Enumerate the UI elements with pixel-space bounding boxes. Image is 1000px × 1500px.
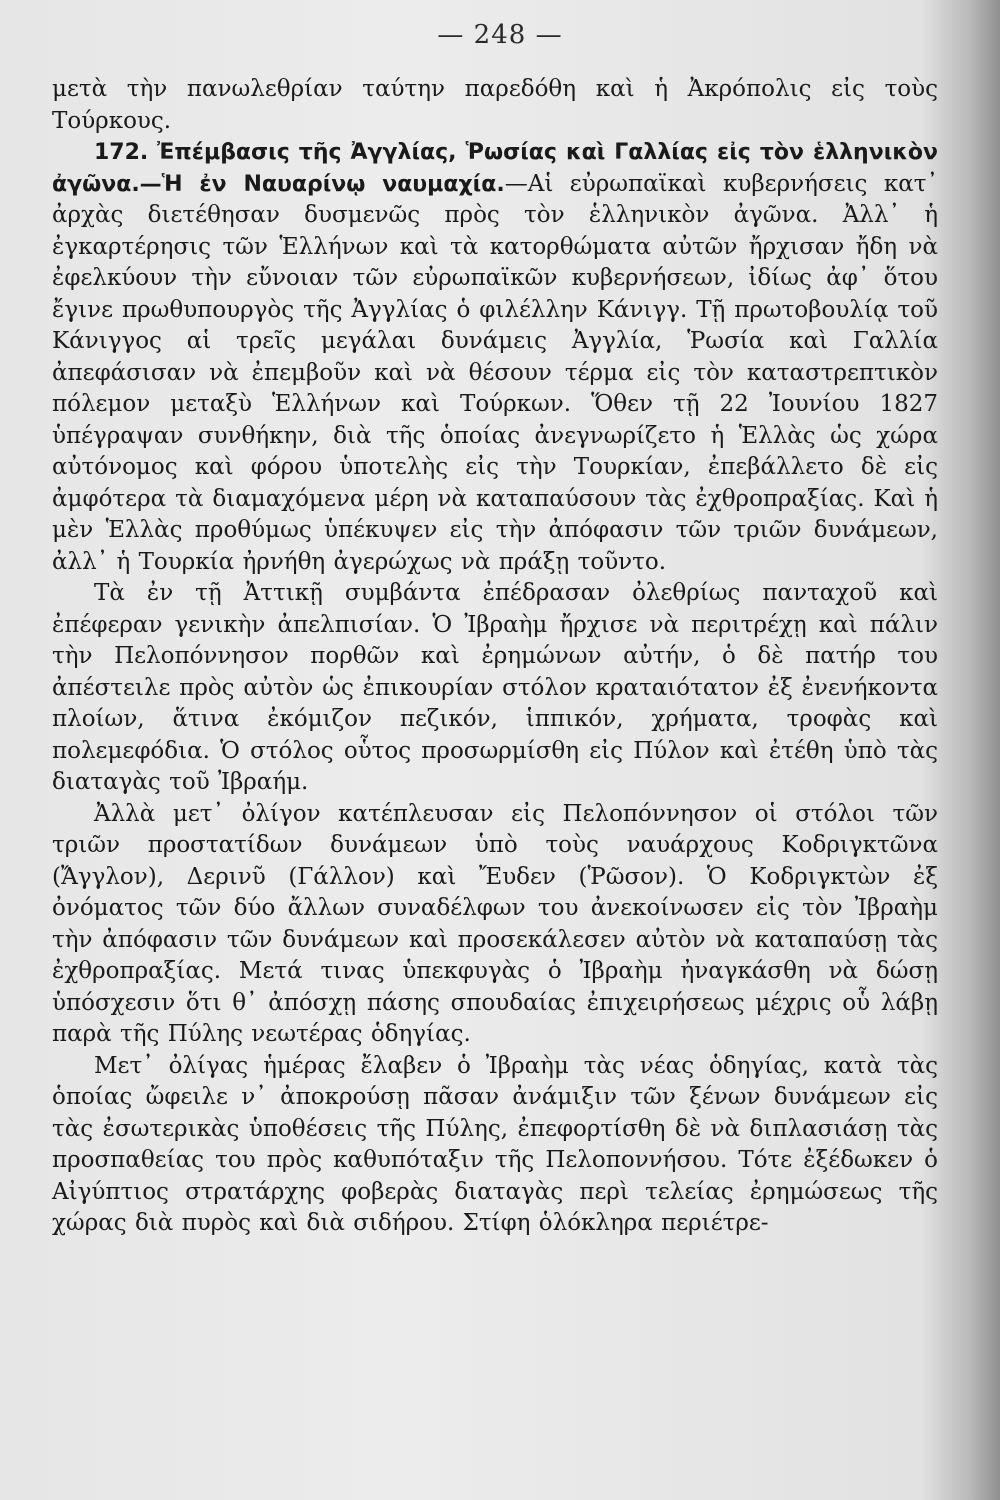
section-title: Ἐπέμβασις τῆς Ἀγγλίας, Ῥωσίας καὶ Γαλλίας εἰς τὸν ἑλληνικὸν ἀγῶνα.—Ἡ ἐν Ναυαρίνῳ ναυμαχία.	[52, 140, 938, 197]
page-body	[52, 74, 938, 1240]
page-number: — 248 —	[437, 20, 563, 50]
section-body: —Αἱ εὐρωπαϊκαὶ κυβερνήσεις κατ᾽ ἀρχὰς διετέθησαν δυσμενῶς πρὸς τὸν ἑλληνικὸν ἀγῶνα. Ἀλλ᾽ ἡ ἐγκαρτέρησις τῶν Ἑλλήνων καὶ τὰ κατορθώματα αὐτῶν ἤρχισαν ἤδη νὰ ἐφελκύουν τὴν εὔνοιαν τῶν εὐρωπαϊκῶν κυβερνήσεων, ἰδίως ἀφ᾽ ὅτου ἔγινε πρωθυπουργὸς τῆς Ἀγγλίας ὁ φιλέλλην Κάνιγγ. Τῇ πρωτοβουλίᾳ τοῦ Κάνιγγος αἱ τρεῖς μεγάλαι δυνάμεις Ἀγγλία, Ῥωσία καὶ Γαλλία ἀπεφάσισαν νὰ ἐπεμβοῦν καὶ νὰ θέσουν τέρμα εἰς τὸν καταστρεπτικὸν πόλεμον μεταξὺ Ἑλλήνων καὶ Τούρκων. Ὅθεν τῇ 22 Ἰουνίου 1827 ὑπέγραψαν συνθήκην, διὰ τῆς ὁποίας ἀνεγνωρίζετο ἡ Ἑλλὰς ὡς χώρα αὐτόνομος καὶ φόρου ὑποτελὴς εἰς τὴν Τουρκίαν, ἐπεβάλλετο δὲ εἰς ἀμφότερα τὰ διαμαχόμενα μέρη νὰ καταπαύσουν τὰς ἐχθροπραξίας. Καὶ ἡ μὲν Ἑλλὰς προθύμως ὑπέκυψεν εἰς τὴν ἀπόφασιν τῶν τριῶν δυνάμεων, ἀλλ᾽ ἡ Τουρκία ἠρνήθη ἀγερώχως νὰ πράξῃ τοῦντο.	[52, 170, 938, 575]
paragraph-intro: μετὰ τὴν πανωλεθρίαν ταύτην παρεδόθη καὶ ἡ Ἀκρόπολις εἰς τοὺς Τούρκους.	[52, 76, 938, 134]
paragraph-orders: Μετ᾽ ὀλίγας ἡμέρας ἔλαβεν ὁ Ἰβραὴμ τὰς νέας ὁδηγίας, κατὰ τὰς ὁποίας ὤφειλε ν᾽ ἀποκρούσῃ πᾶσαν ἀνάμιξιν τῶν ξένων δυνάμεων εἰς τὰς ἐσωτερικὰς ὑποθέσεις τῆς Πύλης, ἐπεφορτίσθη δὲ νὰ διπλασιάσῃ τὰς προσπαθείας του πρὸς καθυπόταξιν τῆς Πελοποννήσου. Τότε ἐξέδωκεν ὁ Αἰγύπτιος στρατάρχης φοβερὰς διαταγὰς περὶ τελείας ἐρημώσεως τῆς χώρας διὰ πυρὸς καὶ διὰ σιδήρου. Στίφη ὁλόκληρα περιέτρε-	[52, 1052, 938, 1236]
paragraph-fleets: Ἀλλὰ μετ᾽ ὀλίγον κατέπλευσαν εἰς Πελοπόννησον οἱ στόλοι τῶν τριῶν προστατίδων δυνάμεων ὑπὸ τοὺς ναυάρχους Κοδριγκτῶνα (Ἄγγλον), Δερινῦ (Γάλλον) καὶ Ἔυδεν (Ῥῶσον). Ὁ Κοδριγκτὼν ἐξ ὀνόματος τῶν δύο ἄλλων συναδέλφων του ἀνεκοίνωσεν εἰς τὸν Ἰβραὴμ τὴν ἀπόφασιν τῶν δυνάμεων καὶ προσεκάλεσεν αὐτὸν νὰ καταπαύσῃ τὰς ἐχθροπραξίας. Μετά τινας ὑπεκφυγὰς ὁ Ἰβραὴμ ἠναγκάσθη νὰ δώσῃ ὑπόσχεσιν ὅτι θ᾽ ἀπόσχῃ πάσης σπουδαίας ἐπιχειρήσεως μέχρις οὗ λάβῃ παρὰ τῆς Πύλης νεωτέρας ὁδηγίας.	[52, 800, 938, 1047]
section-172	[52, 137, 938, 578]
section-number: 172.	[94, 140, 149, 165]
paragraph-attica: Τὰ ἐν τῇ Ἀττικῇ συμβάντα ἐπέδρασαν ὀλεθρίως πανταχοῦ καὶ ἐπέφεραν γενικὴν ἀπελπισίαν. Ὁ Ἰβραὴμ ἤρχισε νὰ περιτρέχῃ καὶ πάλιν τὴν Πελοπόννησον πορθῶν καὶ ἐρημώνων αὐτήν, ὁ δὲ πατήρ του ἀπέστειλε πρὸς αὐτὸν ὡς ἐπικουρίαν στόλον κραταιότατον ἐξ ἐνενήκοντα πλοίων, ἅτινα ἐκόμιζον πεζικόν, ἱππικόν, χρήματα, τροφὰς καὶ πολεμεφόδια. Ὁ στόλος οὗτος προσωρμίσθη εἰς Πύλον καὶ ἐτέθη ὑπὸ τὰς διαταγὰς τοῦ Ἰβραήμ.	[52, 580, 938, 795]
